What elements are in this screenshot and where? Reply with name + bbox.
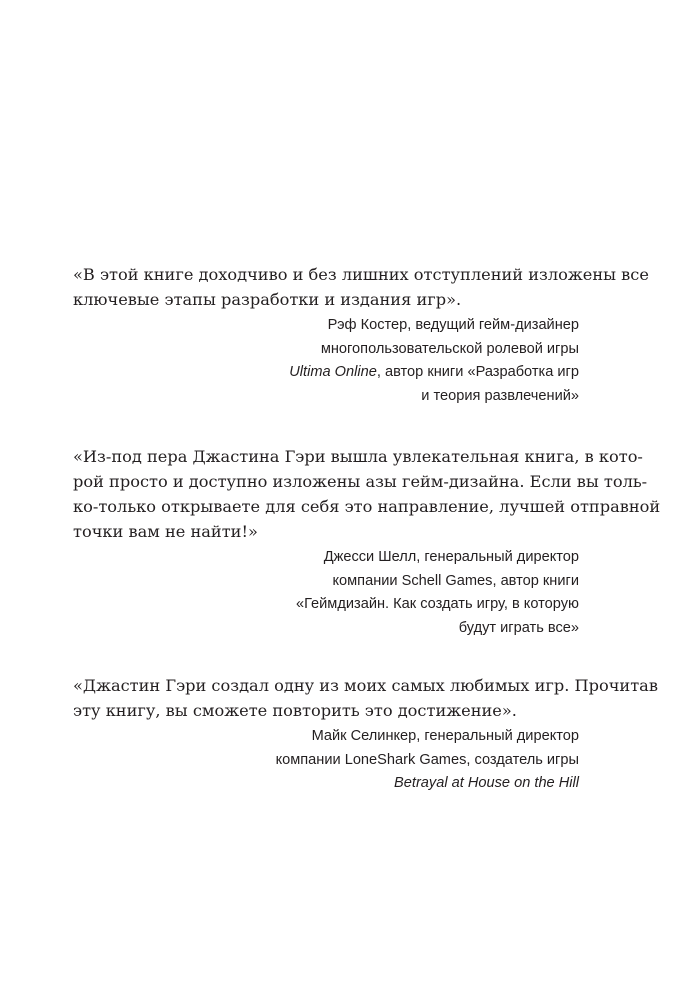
- attribution-line: компании LoneShark Games, создатель игры: [275, 751, 579, 768]
- quote-line: «Из-под пера Джастина Гэри вышла увлекательная книга, в кото-: [73, 447, 643, 466]
- attribution-line: компании Schell Games, автор книги: [332, 572, 579, 589]
- attribution-line: Джесси Шелл, генеральный директор: [323, 549, 579, 565]
- quote-line: «Джастин Гэри создал одну из моих самых любимых игр. Прочитав: [73, 676, 658, 695]
- quote-attribution: [73, 725, 579, 796]
- quote-line: ко-только открываете для себя это направление, лучшей отправной: [73, 497, 661, 516]
- attribution-line: будут играть все»: [458, 619, 579, 636]
- blurb-koster: [73, 262, 649, 408]
- quote-attribution: [73, 314, 579, 408]
- attribution-text: , автор книги «Разработка игр: [376, 364, 579, 380]
- blurb-schell: [73, 444, 661, 640]
- game-title: Ultima Online: [289, 364, 377, 380]
- blurb-selinker: [73, 673, 658, 796]
- attribution-line: Рэф Костер, ведущий гейм-дизайнер: [327, 317, 579, 333]
- quote-line: «В этой книге доходчиво и без лишних отступлений изложены все: [73, 265, 649, 284]
- attribution-line: и теория развлечений»: [421, 387, 579, 404]
- quote-attribution: [73, 546, 579, 640]
- quote-text: [73, 262, 649, 312]
- attribution-line: [73, 361, 579, 385]
- attribution-line: Майк Селинкер, генеральный директор: [311, 728, 579, 744]
- game-title: Betrayal at House on the Hill: [394, 775, 579, 791]
- attribution-line: «Геймдизайн. Как создать игру, в которую: [296, 596, 579, 612]
- quote-line: рой просто и доступно изложены азы гейм-дизайна. Если вы толь-: [73, 472, 648, 491]
- quote-text: [73, 673, 658, 723]
- attribution-line: многопользовательской ролевой игры: [320, 340, 579, 357]
- quote-line: эту книгу, вы сможете повторить это достижение».: [73, 701, 517, 720]
- quote-text: [73, 444, 661, 544]
- quote-line: ключевые этапы разработки и издания игр».: [73, 290, 462, 309]
- attribution-line: [73, 772, 579, 796]
- quote-line: точки вам не найти!»: [73, 522, 258, 541]
